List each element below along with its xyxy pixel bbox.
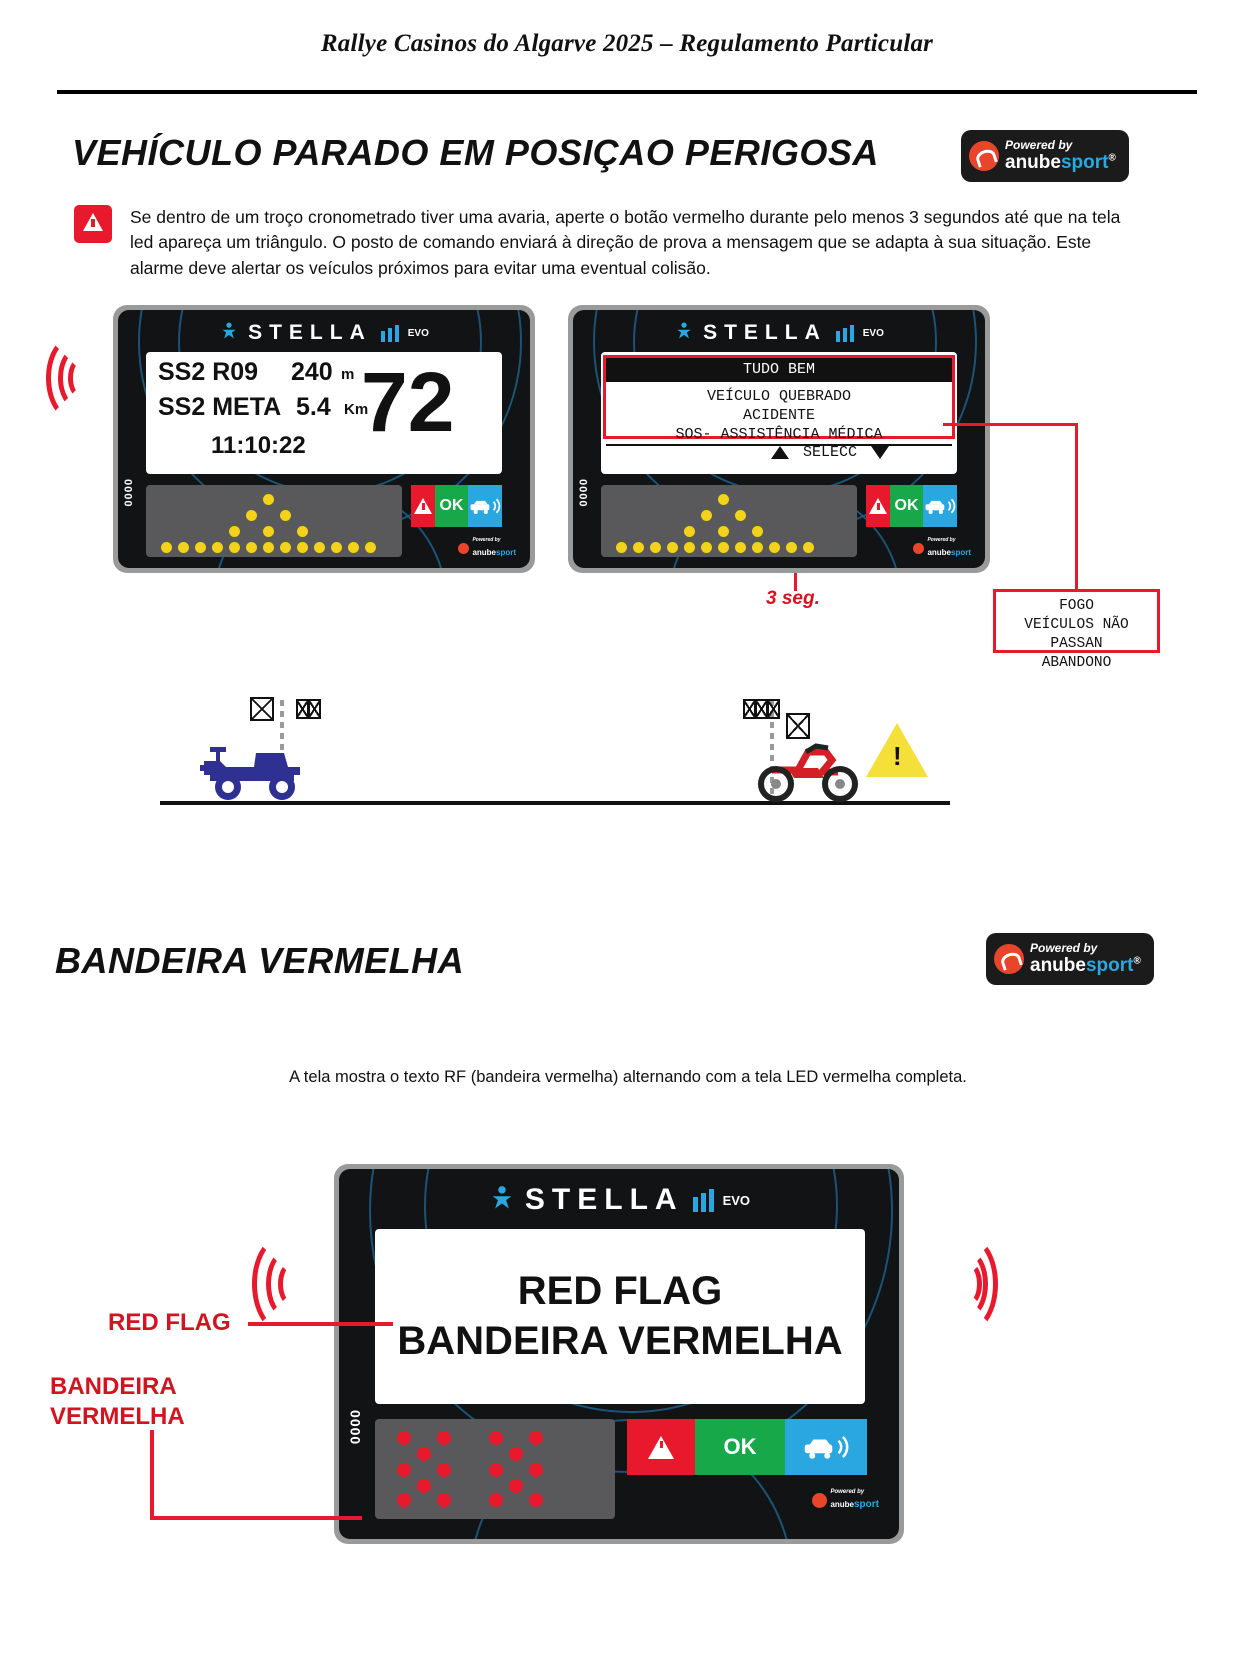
device1-row1-label: SS2 R09 — [158, 358, 259, 386]
device3-brandbar — [339, 1183, 899, 1217]
stella-device-2 — [568, 305, 990, 573]
header-divider — [57, 90, 1197, 94]
device1-alarm-button[interactable] — [411, 485, 435, 527]
device2-alarm-button[interactable] — [866, 485, 890, 527]
signal-bars-icon — [836, 325, 854, 342]
device2-screen — [601, 352, 957, 474]
anube-logo-icon — [994, 944, 1024, 974]
stella-logo-icon — [488, 1184, 516, 1217]
menu-item-0[interactable]: VEÍCULO QUEBRADO — [706, 388, 852, 405]
device1-big-number: 72 — [361, 355, 455, 449]
badge-brand-sport: sport — [1060, 151, 1109, 173]
section-title-dangerous-position: VEHÍCULO PARADO EM POSIÇAO PERIGOSA — [72, 132, 879, 173]
device3-car-button[interactable] — [785, 1419, 867, 1475]
device1-row1-unit: m — [341, 366, 355, 383]
car-signal-icon — [801, 1433, 851, 1461]
device1-row2-label: SS2 META — [158, 393, 282, 421]
signal-bars-icon — [693, 1189, 714, 1212]
annotation-red-flag: RED FLAG — [108, 1309, 231, 1336]
document-header-title: Rallye Casinos do Algarve 2025 – Regulamento Particular — [320, 30, 934, 57]
checkered-flag-icon — [250, 697, 274, 721]
hold-3-seconds-label: 3 seg. — [766, 588, 820, 609]
signal-bars-icon — [381, 325, 399, 342]
device1-brand-suffix: EVO — [407, 327, 429, 339]
device1-footer-badge: Powered by anubesport — [458, 538, 516, 559]
device3-screen-line2: BANDEIRA VERMELHA — [397, 1319, 843, 1363]
device1-row2-value: 5.4 — [296, 393, 331, 421]
menu-item-1[interactable]: ACIDENTE — [742, 407, 815, 424]
badge2-brand-anube: anube — [1030, 954, 1086, 976]
motorbike-icon — [752, 730, 864, 807]
device1-brand: STELLA — [248, 321, 372, 344]
badge-brand-anube: anube — [1005, 151, 1061, 173]
badge2-powered-by: Powered by — [1030, 941, 1098, 956]
device2-brandbar — [573, 320, 985, 346]
annotation-bandeira-line2: VERMELHA — [50, 1403, 185, 1430]
pickup-truck-icon — [196, 735, 308, 808]
annotation-bandeira-vermelha — [50, 1372, 185, 1432]
badge2-brand-sport: sport — [1085, 954, 1134, 976]
anube-logo-icon — [913, 543, 924, 554]
menu-header: TUDO BEM — [606, 358, 952, 382]
device1-screen — [146, 352, 502, 474]
triangle-up-icon[interactable] — [771, 446, 789, 459]
device1-clock: 11:10:22 — [211, 432, 306, 459]
device3-button-row[interactable] — [627, 1419, 867, 1475]
annotation-bandeira-leader-h — [150, 1516, 362, 1520]
menu-item-2[interactable]: SOS- ASSISTÊNCIA MÉDICA — [606, 425, 952, 446]
device2-odometer: 0000 — [578, 478, 590, 507]
callout-line-2: ABANDONO — [1041, 654, 1112, 671]
hazard-exclamation: ! — [893, 741, 902, 771]
device1-button-row[interactable] — [411, 485, 502, 527]
section2-caption: A tela mostra o texto RF (bandeira vermelha) alternando com a tela LED vermelha completa. — [289, 1068, 967, 1086]
triangle-down-icon[interactable] — [871, 446, 889, 459]
annotation-red-flag-leader — [248, 1322, 393, 1326]
device3-screen — [375, 1229, 865, 1404]
select-label: SELECC — [803, 444, 858, 461]
device1-odometer: 0000 — [123, 478, 135, 507]
car-signal-icon — [468, 496, 502, 516]
device3-screen-line1: RED FLAG — [517, 1269, 723, 1313]
anube-badge — [961, 130, 1129, 182]
device3-brand-suffix: EVO — [722, 1192, 751, 1208]
anube-logo-icon — [458, 543, 469, 554]
checkered-flag-icon — [767, 699, 780, 719]
annotation-bandeira-leader-v — [150, 1430, 154, 1520]
device2-message-menu[interactable] — [603, 355, 955, 443]
callout-leader-vertical — [1075, 423, 1078, 591]
anube-badge-2 — [986, 933, 1154, 985]
stella-logo-icon — [219, 321, 239, 346]
device1-ok-button[interactable]: OK — [435, 485, 468, 527]
device3-alarm-button[interactable] — [627, 1419, 695, 1475]
device2-ok-button[interactable]: OK — [890, 485, 923, 527]
car-signal-icon — [923, 496, 957, 516]
device2-brand-suffix: EVO — [862, 327, 884, 339]
callout-line-1: VEÍCULOS NÃO PASSAN — [1024, 616, 1129, 652]
device1-row2-unit: Km — [344, 401, 369, 418]
device2-button-row[interactable] — [866, 485, 957, 527]
anube-logo-icon — [969, 141, 999, 171]
device1-car-button[interactable] — [468, 485, 502, 527]
stella-device-1 — [113, 305, 535, 573]
sound-wave-left-1 — [60, 330, 120, 420]
annotation-bandeira-line1: BANDEIRA — [50, 1373, 177, 1400]
badge2-brand-registered: ® — [1133, 955, 1141, 967]
device3-led-panel — [375, 1419, 615, 1519]
device1-led-panel — [146, 485, 402, 557]
device2-brand: STELLA — [703, 321, 827, 344]
section1-warning-text: Se dentro de um troço cronometrado tiver uma avaria, aperte o botão vermelho durante pelo menos 3 segundos até que na tela led apareça um triângulo. O posto de comando enviará à direção de prova a mensagem que se adapta à sua situação. Este alarme deve alertar os veículos próximos para evitar uma eventual colisão. — [130, 207, 1121, 278]
stella-device-red-flag — [334, 1164, 904, 1544]
device3-footer-badge: Powered by anubesport — [812, 1489, 879, 1511]
device2-car-button[interactable] — [923, 485, 957, 527]
stella-logo-icon — [674, 321, 694, 346]
yellow-warning-triangle-icon — [866, 723, 928, 777]
section-title-red-flag: BANDEIRA VERMELHA — [55, 940, 465, 981]
device3-odometer: 0000 — [347, 1409, 363, 1445]
badge-brand-registered: ® — [1108, 152, 1116, 164]
device1-row1-value: 240 — [291, 358, 333, 386]
checkered-flag-icon — [308, 699, 321, 719]
callout-line-0: FOGO — [1059, 598, 1094, 614]
badge-powered-by: Powered by — [1005, 138, 1073, 153]
callout-alarm-options — [993, 589, 1160, 671]
device2-footer-badge: Powered by anubesport — [913, 538, 971, 559]
anube-logo-icon — [812, 1493, 827, 1508]
device2-led-panel — [601, 485, 857, 557]
callout-leader-horizontal — [943, 423, 1078, 426]
sound-wave-right-2 — [940, 1230, 1010, 1330]
warning-triangle-icon — [74, 205, 112, 243]
device2-select-row[interactable] — [771, 444, 889, 461]
device1-brandbar — [118, 320, 530, 346]
sound-wave-left-2 — [262, 1230, 332, 1330]
device3-brand: STELLA — [524, 1183, 684, 1216]
device3-ok-button[interactable]: OK — [695, 1419, 785, 1475]
